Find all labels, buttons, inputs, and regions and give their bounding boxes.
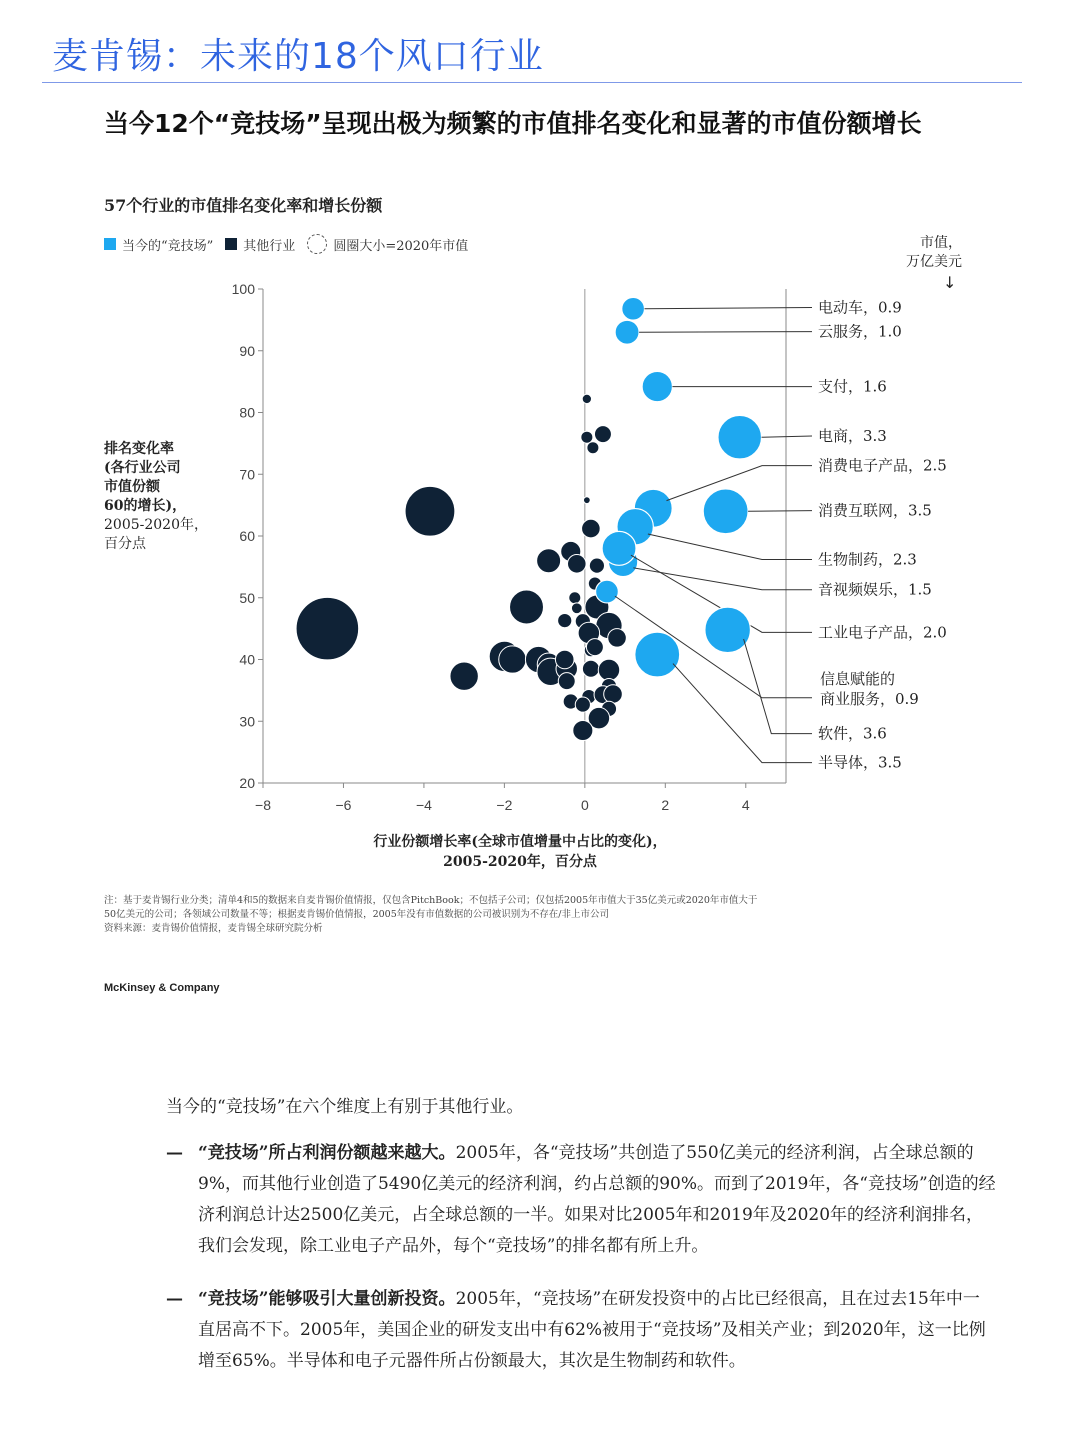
other-industry-bubble	[568, 554, 587, 573]
unit-label-line1: 市值，	[920, 235, 962, 251]
other-industry-bubble	[296, 597, 359, 660]
chart-subtitle: 57个行业的市值排名变化率和增长份额	[104, 196, 383, 215]
bullet-dash: —	[166, 1289, 183, 1309]
bullet-paragraph	[166, 1284, 996, 1377]
bullet-paragraph	[166, 1138, 996, 1262]
other-industry-bubble	[573, 720, 593, 740]
arena-bubble	[615, 320, 639, 344]
legend-size-label: 圆圈大小=2020年市值	[333, 238, 469, 254]
other-industry-bubble	[569, 592, 581, 604]
legend-other-label: 其他行业	[243, 238, 296, 254]
arena-label: 消费电子产品，2.5	[818, 456, 947, 475]
bullet-lead: “竞技场”能够吸引大量创新投资。	[198, 1289, 456, 1309]
other-industry-bubble	[586, 639, 603, 656]
x-tick-label: −2	[496, 797, 513, 813]
other-industry-bubble	[582, 394, 591, 403]
other-industry-bubble	[594, 426, 611, 443]
y-tick-label: 80	[239, 404, 255, 421]
arena-leader-line	[673, 664, 812, 763]
body-intro: 当今的“竞技场”在六个维度上有别于其他行业。	[166, 1097, 524, 1117]
arena-leader-line	[748, 511, 812, 512]
arena-bubble	[705, 607, 751, 653]
other-industry-bubble	[499, 646, 526, 673]
y-title-line2: (各行业公司	[104, 460, 181, 476]
chart-footnote	[104, 894, 984, 936]
bullet-text	[198, 1138, 996, 1262]
arena-label: 信息赋能的	[820, 669, 896, 688]
y-title-line3: 市值份额	[104, 479, 160, 495]
arena-label: 工业电子产品，2.0	[818, 623, 947, 642]
arena-label: 生物制药，2.3	[818, 550, 917, 569]
bullet-body: 2005年，各“竞技场”共创造了550亿美元的经济利润，占全球总额的9%，而其他行业创造了5490亿美元的经济利润，约占总额的90%。而到了2019年，各“竞技场”创造的经济利润总计达2500亿美元，占全球总额的一半。如果对比2005年和2019年及2020年的经济利润排名，我们会发现，除工业电子产品外，每个“竞技场”的排名都有所上升。	[198, 1143, 996, 1256]
other-industry-bubble	[582, 519, 601, 538]
unit-label-line2: 万亿美元	[906, 254, 962, 270]
bullet-dash: —	[166, 1143, 183, 1163]
y-tick-label: 70	[239, 466, 255, 483]
other-industry-bubble	[405, 486, 455, 536]
bullet-body: 2005年，“竞技场”在研发投资中的占比已经很高，且在过去15年中一直居高不下。2005年，美国企业的研发支出中有62%被用于“竞技场”及相关产业；到2020年，这一比例增至65%。半导体和电子元器件所占份额最大，其次是生物制药和软件。	[198, 1289, 986, 1371]
y-tick-label: 60	[239, 528, 255, 544]
other-industry-bubble	[558, 613, 572, 627]
y-tick-label: 90	[239, 342, 255, 359]
arena-bubble	[703, 489, 748, 534]
other-industry-bubble	[582, 660, 599, 677]
arena-bubble	[602, 531, 636, 565]
down-arrow-icon: ↓	[943, 273, 957, 292]
other-industry-bubble	[510, 590, 544, 624]
x-tick-label: 2	[661, 797, 670, 813]
mckinsey-logo-text: McKinsey & Company	[104, 982, 220, 994]
other-industry-bubble	[581, 431, 593, 443]
x-tick-label: −4	[415, 797, 432, 813]
other-industry-bubble	[608, 629, 627, 648]
other-industry-bubble	[583, 497, 590, 504]
arena-label: 支付，1.6	[818, 377, 887, 396]
arena-label: 软件，3.6	[818, 724, 887, 743]
other-industry-bubble	[587, 442, 599, 454]
headline: 当今12个“竞技场”呈现出极为频繁的市值排名变化和显著的市值份额增长	[104, 109, 922, 138]
y-tick-label: 40	[239, 651, 255, 668]
other-industry-bubble	[575, 697, 590, 712]
y-tick-label: 30	[239, 713, 255, 730]
arena-leader-line	[633, 568, 812, 590]
arena-leader-line	[648, 534, 812, 559]
arena-label: 云服务，1.0	[818, 322, 902, 341]
legend-arena-label: 当今的“竞技场”	[122, 238, 214, 254]
x-title-line1: 行业份额增长率(全球市值增量中占比的变化)，	[373, 834, 667, 850]
footnote-line1: 注：基于麦肯锡行业分类；清单4和5的数据来自麦肯锡价值情报，仅包含PitchBook；不包括子公司；仅包括2005年市值大于35亿美元或2020年市值大于	[104, 895, 758, 906]
x-title-line2: 2005-2020年，百分点	[443, 854, 597, 870]
x-tick-label: 0	[580, 797, 589, 813]
arena-leader-line	[762, 436, 812, 437]
arena-label: 半导体，3.5	[818, 753, 902, 772]
x-tick-label: 4	[741, 797, 750, 813]
y-title-line1: 排名变化率	[104, 441, 174, 457]
arena-leader-line	[645, 308, 812, 309]
x-axis-title	[340, 832, 700, 872]
other-industry-bubble	[450, 662, 478, 690]
x-tick-label: −6	[335, 797, 352, 813]
arena-leader-line	[639, 332, 812, 333]
arena-label: 音视频娱乐，1.5	[818, 580, 932, 599]
arena-bubble	[642, 371, 672, 401]
y-tick-label: 100	[231, 281, 255, 297]
y-title-line6: 百分点	[104, 536, 146, 552]
arena-bubble	[718, 415, 762, 459]
arena-bubble	[596, 580, 619, 603]
other-industry-bubble	[604, 685, 623, 704]
footnote-line2: 50亿美元的公司；各领域公司数量不等；根据麦肯锡价值情报，2005年没有市值数据的公司被识别为不存在/非上市公司	[104, 909, 609, 920]
bullet-text	[198, 1284, 996, 1377]
arena-label: 电商，3.3	[818, 426, 887, 445]
other-industry-bubble	[598, 659, 619, 680]
y-tick-label: 50	[239, 589, 255, 606]
arena-bubble	[622, 297, 645, 320]
other-industry-bubble	[555, 650, 574, 669]
y-tick-label: 20	[239, 775, 255, 791]
x-tick-label: −8	[255, 797, 271, 813]
arena-bubble	[635, 632, 680, 677]
page-header-title: 麦肯锡：未来的18个风口行业	[52, 36, 544, 77]
other-industry-bubble	[537, 549, 561, 573]
footnote-source: 资料来源：麦肯锡价值情报，麦肯锡全球研究院分析	[104, 923, 323, 934]
y-title-line4: 60的增长)，	[104, 498, 187, 514]
y-title-line5: 2005-2020年，	[104, 517, 208, 533]
other-industry-bubble	[589, 558, 604, 573]
arena-label: 消费互联网，3.5	[818, 501, 932, 520]
arena-label: 电动车，0.9	[818, 298, 902, 317]
other-industry-bubble	[571, 603, 582, 614]
arena-leader-line	[744, 639, 812, 734]
arena-label: 商业服务，0.9	[820, 689, 919, 708]
other-industry-bubble	[558, 673, 575, 690]
bullet-lead: “竞技场”所占利润份额越来越大。	[198, 1143, 456, 1163]
